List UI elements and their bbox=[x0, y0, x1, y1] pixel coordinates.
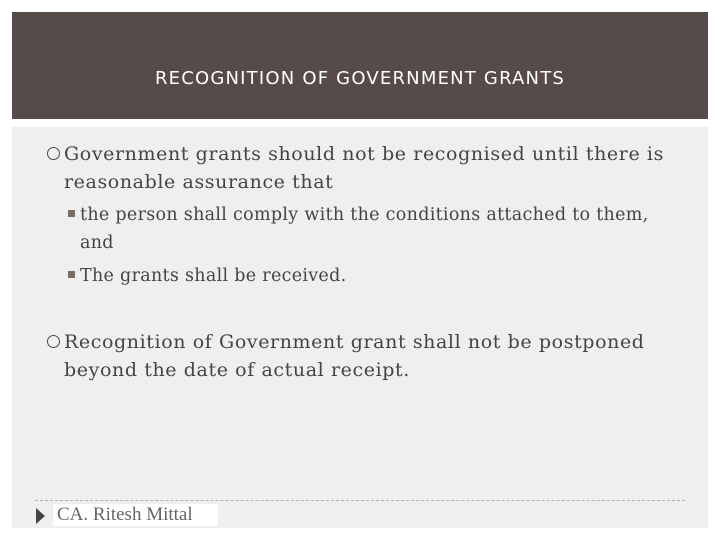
sub-bullet-text: the person shall comply with the conditions attached to them, and bbox=[80, 205, 649, 253]
square-bullet-icon bbox=[68, 271, 75, 278]
sub-bullet-text: The grants shall be received. bbox=[80, 266, 347, 286]
bullet-item-1 bbox=[47, 140, 667, 196]
square-bullet-icon bbox=[68, 210, 75, 217]
footer-author: CA. Ritesh Mittal bbox=[57, 504, 193, 525]
footer-divider bbox=[35, 500, 685, 501]
bullet-text: Recognition of Government grant shall not be postponed beyond the date of actual receipt. bbox=[64, 331, 645, 381]
sub-bullet-item-1 bbox=[68, 201, 688, 257]
slide-header bbox=[12, 12, 708, 119]
ring-bullet-icon bbox=[47, 335, 60, 348]
bullet-text: Government grants should not be recognised until there is reasonable assurance that bbox=[64, 143, 664, 193]
play-arrow-icon bbox=[36, 508, 45, 524]
sub-bullet-item-2 bbox=[68, 262, 688, 290]
slide-title: RECOGNITION OF GOVERNMENT GRANTS bbox=[154, 68, 566, 89]
ring-bullet-icon bbox=[47, 147, 60, 160]
bullet-item-2 bbox=[47, 328, 667, 384]
